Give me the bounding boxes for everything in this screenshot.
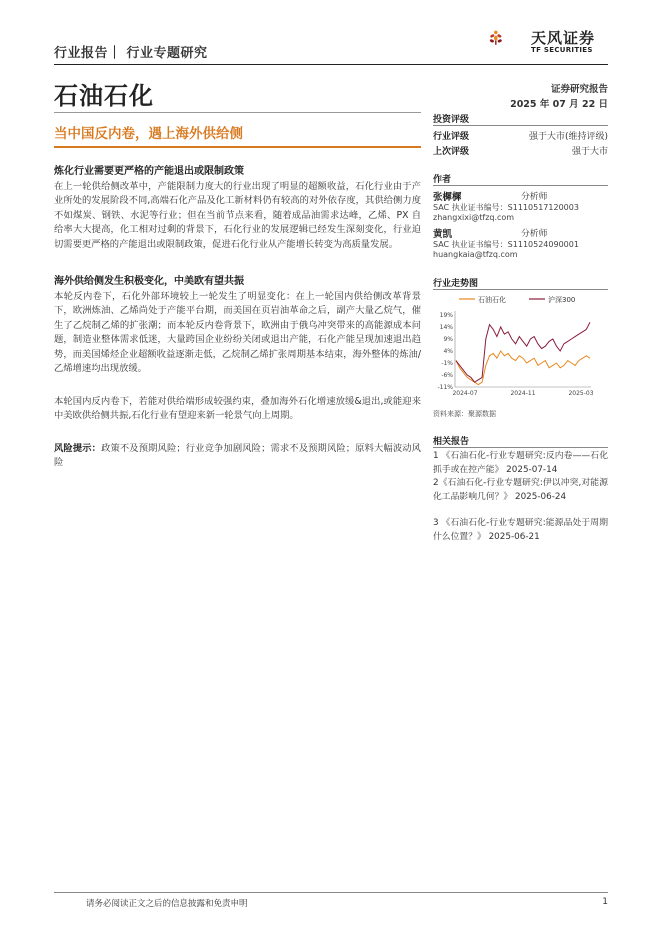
series-line-petrochem [456, 351, 590, 385]
y-tick-label: 4% [443, 348, 453, 355]
related-report-2[interactable]: 2《石油石化-行业专题研究:伊以冲突,对能源化工品影响几何？》 2025-06-24 [433, 478, 608, 502]
industry-trend-chart [433, 291, 608, 406]
title-divider [54, 112, 421, 113]
trend-heading: 行业走势图 [433, 279, 479, 289]
industry-rating-label: 行业评级 [433, 132, 470, 142]
author-block-2 [433, 226, 608, 259]
footer-divider [54, 892, 608, 893]
risk-label: 风险提示： [54, 443, 102, 454]
series-line-csi300 [456, 322, 590, 382]
sidebar-divider [433, 125, 608, 126]
subtitle-divider [54, 146, 421, 148]
author-sac: SAC 执业证书编号：S1110524090001 [433, 240, 579, 249]
section-paragraph-3: 本轮国内反内卷下，若能对供给端形成较强约束，叠加海外石化增速放缓&退出,或能迎来中美欧供给侧共振,石化行业有望迎来新一轮景气向上周期。 [54, 396, 421, 422]
risk-text: 政策不及预期风险；行业竞争加剧风险；需求不及预期风险；原料大幅波动风险 [54, 443, 421, 469]
x-tick-label: 2025-03 [568, 390, 594, 397]
last-rating-label: 上次评级 [433, 147, 470, 157]
author-block-1 [433, 189, 608, 222]
report-date: 2025 年 07 月 22 日 [510, 99, 608, 110]
sidebar-divider [433, 447, 608, 448]
legend-label: 石油石化 [478, 296, 506, 304]
sidebar-divider [433, 185, 608, 186]
author-heading: 作者 [433, 175, 452, 185]
industry-rating-value: 强于大市(维持评级) [528, 132, 608, 142]
y-tick-label: -6% [441, 372, 453, 379]
footer-disclaimer[interactable]: 请务必阅读正文之后的信息披露和免责申明 [86, 899, 248, 909]
tf-logo-icon [488, 14, 532, 60]
section-paragraph-2: 本轮反内卷下，石化外部环境较上一轮发生了明显变化：在上一轮国内供给侧改革背景下，欧洲炼油、乙烯尚处于产能平台期，而美国在页岩油革命之后，副产大量乙烷气，催生了乙烷制乙烯的扩张潮；而本轮反内卷背景下，欧洲由于俄乌冲突带来的高能源成本问题，制造业整体需求低迷，大量跨国企业纷纷关闭或退出产能，石化产能呈现加速退出趋势，而美国烯烃企业超额收益逐渐走低，乙烷制乙烯扩张周期基本结束，海外整体的炼油/乙烯增速均出现放缓。 [54, 291, 421, 375]
sidebar-divider [433, 289, 608, 290]
risk-notice [54, 442, 421, 471]
related-heading: 相关报告 [433, 437, 470, 447]
section-paragraph-1: 在上一轮供给侧改革中，产能限制力度大的行业出现了明显的超额收益，石化行业由于产业所处的发展阶段不同,高端石化产品及化工新材料仍有较高的对外依存度，其供给侧力度不如煤炭、钢铁、水泥等行业；但在当前节点来看，随着成品油需求达峰，乙烯、PX 自给率大大提高，化工相对过剩的背景下，石化行业的发展逻辑已经发生深刻变化，行业迫切需要更严格的产能退出或限制政策，促进石化行业从产能增长转变为高质量发展。 [54, 181, 421, 250]
author-role: 分析师 [521, 192, 548, 202]
y-tick-label: 19% [439, 312, 453, 319]
x-tick-label: 2024-11 [510, 390, 536, 397]
y-tick-label: -1% [441, 360, 453, 367]
report-subtitle: 当中国反内卷，遇上海外供给侧 [54, 126, 243, 142]
y-tick-label: 9% [443, 336, 453, 343]
header-divider [54, 64, 608, 65]
y-tick-label: -11% [437, 384, 453, 391]
section-heading-2: 海外供给侧发生积极变化，中美欧有望共振 [54, 276, 244, 287]
logo-text: 天风证券 [531, 29, 596, 47]
report-type: 证券研究报告 [550, 84, 608, 95]
chart-source: 资料来源：聚源数据 [433, 410, 496, 418]
report-category: 行业报告｜ 行业专题研究 [54, 46, 208, 61]
last-rating-value: 强于大市 [571, 147, 608, 157]
page-number: 1 [602, 897, 608, 907]
author-name: 黄凯 [433, 229, 453, 240]
author-name: 张樨樨 [433, 192, 462, 203]
logo-subtext: TF SECURITIES [531, 46, 593, 54]
related-report-3[interactable]: 3 《石油石化-行业专题研究:能源品处于周期什么位置？》 2025-06-21 [433, 518, 608, 542]
industry-title: 石油石化 [54, 82, 154, 110]
section-heading-1: 炼化行业需要更严格的产能退出或限制政策 [54, 166, 244, 177]
author-role: 分析师 [521, 229, 548, 239]
author-email[interactable]: huangkaia@tfzq.com [433, 250, 518, 259]
rating-heading: 投资评级 [433, 115, 470, 125]
x-tick-label: 2024-07 [452, 390, 478, 397]
y-tick-label: 14% [439, 324, 453, 331]
legend-label: 沪深300 [548, 296, 576, 304]
author-sac: SAC 执业证书编号：S1110517120003 [433, 203, 579, 212]
author-email[interactable]: zhangxixi@tfzq.com [433, 213, 515, 222]
related-report-1[interactable]: 1 《石油石化-行业专题研究:反内卷——石化抓手或在控产能》 2025-07-14 [433, 451, 608, 475]
